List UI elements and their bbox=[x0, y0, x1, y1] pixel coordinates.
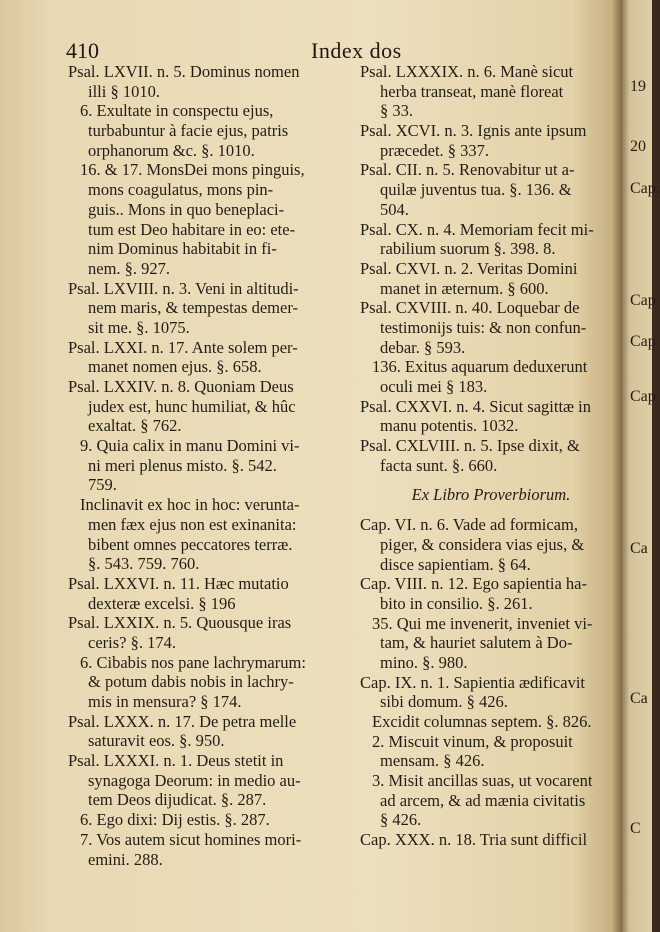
index-line: § 33. bbox=[380, 101, 413, 121]
index-line: sibi domum. § 426. bbox=[380, 692, 508, 712]
index-line: Psal. CXVI. n. 2. Veritas Domini bbox=[360, 258, 578, 278]
index-line: mino. §. 980. bbox=[380, 652, 468, 672]
facing-page-fragment: Cap. bbox=[630, 180, 660, 197]
running-title: Index dos bbox=[311, 38, 402, 63]
index-line: ni meri plenus misto. §. 542. bbox=[88, 455, 277, 475]
page-number: 410 bbox=[66, 38, 99, 63]
index-line: præcedet. § 337. bbox=[380, 140, 490, 160]
index-line: men fæx ejus non est exinanita: bbox=[88, 514, 297, 534]
index-line: Psal. CXLVIII. n. 5. Ipse dixit, & bbox=[360, 436, 580, 456]
index-line: tum est Deo habitare in eo: ete- bbox=[88, 219, 296, 239]
index-line: tem Deos dijudicat. §. 287. bbox=[88, 790, 267, 810]
index-line: tam, & hauriet salutem à Do- bbox=[380, 633, 573, 653]
index-line: Psal. CX. n. 4. Memoriam fecit mi- bbox=[360, 219, 594, 239]
facing-page-fragment: C bbox=[630, 820, 641, 837]
index-line: facta sunt. §. 660. bbox=[380, 455, 498, 475]
index-line: mis in mensura? § 174. bbox=[88, 692, 242, 711]
index-line: Psal. LXXXI. n. 1. Deus stetit in bbox=[68, 751, 284, 771]
facing-page-fragment: Cap bbox=[630, 333, 656, 350]
right-column bbox=[360, 62, 622, 850]
index-line: ceris? §. 174. bbox=[88, 632, 176, 652]
index-line: manet nomen ejus. §. 658. bbox=[88, 357, 262, 377]
index-line: & potum dabis nobis in lachry- bbox=[88, 672, 294, 692]
index-line: oculi mei § 183. bbox=[380, 377, 488, 396]
index-line: testimonijs tuis: & non confun- bbox=[380, 317, 587, 337]
facing-page-edge bbox=[622, 0, 660, 932]
index-line: 9. Quia calix in manu Domini vi- bbox=[80, 436, 300, 456]
index-line: Excidit columnas septem. §. 826. bbox=[372, 712, 592, 731]
index-line: 6. Cibabis nos pane lachrymarum: bbox=[80, 652, 306, 672]
index-line: turbabuntur à facie ejus, patris bbox=[88, 121, 289, 141]
index-line: exaltat. § 762. bbox=[88, 416, 182, 436]
index-line: debar. § 593. bbox=[380, 337, 466, 357]
index-line: saturavit eos. §. 950. bbox=[88, 731, 225, 751]
index-line: Psal. LXXXIX. n. 6. Manè sicut bbox=[360, 62, 574, 81]
facing-page-fragment: Cap bbox=[630, 292, 656, 309]
index-line: Psal. LXVII. n. 5. Dominus nomen bbox=[68, 62, 300, 81]
index-line: nem. §. 927. bbox=[88, 258, 171, 278]
index-line: Cap. XXX. n. 18. Tria sunt difficil bbox=[360, 830, 588, 850]
index-line: sit me. §. 1075. bbox=[88, 317, 190, 337]
index-line: Psal. CII. n. 5. Renovabitur ut a- bbox=[360, 160, 575, 180]
index-line: Psal. LXXX. n. 17. De petra melle bbox=[68, 711, 297, 731]
index-line: Psal. LXVIII. n. 3. Veni in altitudi- bbox=[68, 278, 299, 298]
index-line: manet in æternum. § 600. bbox=[380, 278, 549, 298]
index-line: nem maris, & tempestas demer- bbox=[88, 298, 298, 318]
index-line: 3. Misit ancillas suas, ut vocarent bbox=[372, 771, 593, 791]
index-line: guis.. Mons in quo beneplaci- bbox=[88, 199, 285, 219]
index-line: disce sapientiam. § 64. bbox=[380, 554, 531, 574]
left-column bbox=[68, 62, 350, 869]
index-line: Psal. XCVI. n. 3. Ignis ante ipsum bbox=[360, 121, 587, 141]
index-line: § 426. bbox=[380, 810, 422, 830]
facing-page-fragment: Cap bbox=[630, 388, 656, 405]
index-line: Psal. LXXI. n. 17. Ante solem per- bbox=[68, 337, 298, 357]
index-line: Psal. LXXIV. n. 8. Quoniam Deus bbox=[68, 377, 294, 396]
index-line: ad arcem, & ad mænia civitatis bbox=[380, 790, 586, 810]
index-line: quilæ juventus tua. §. 136. & bbox=[380, 180, 572, 200]
facing-page-fragment: Ca bbox=[630, 690, 648, 707]
index-line: 35. Qui me invenerit, inveniet vi- bbox=[372, 613, 593, 633]
section-heading: Ex Libro Proverbiorum. bbox=[411, 485, 571, 505]
index-line: Psal. LXXVI. n. 11. Hæc mutatio bbox=[68, 573, 289, 593]
facing-page-fragment: Ca bbox=[630, 540, 648, 557]
index-line: emini. 288. bbox=[88, 849, 163, 869]
index-line: illi § 1010. bbox=[88, 81, 160, 101]
index-line: 759. bbox=[88, 475, 117, 495]
index-line bbox=[360, 505, 622, 515]
index-line: nim Dominus habitabit in fi- bbox=[88, 239, 277, 259]
index-line: judex est, hunc humiliat, & hûc bbox=[88, 396, 296, 416]
index-line: herba transeat, manè floreat bbox=[380, 81, 564, 101]
index-line: Cap. VIII. n. 12. Ego sapientia ha- bbox=[360, 574, 587, 594]
index-line: mons coagulatus, mons pin- bbox=[88, 180, 274, 200]
index-line: dexteræ excelsi. § 196 bbox=[88, 593, 236, 613]
index-line: 6. Exultate in conspectu ejus, bbox=[80, 101, 274, 121]
index-line: 504. bbox=[380, 199, 409, 219]
index-line: Inclinavit ex hoc in hoc: veruntа- bbox=[80, 495, 300, 515]
index-line: Cap. VI. n. 6. Vade ad formicam, bbox=[360, 515, 578, 535]
facing-page-fragment: 20 bbox=[630, 138, 646, 155]
index-line: Cap. IX. n. 1. Sapientia ædificavit bbox=[360, 672, 585, 692]
facing-page-fragment: 19 bbox=[630, 78, 646, 95]
index-line bbox=[360, 475, 622, 485]
index-line: mensam. § 426. bbox=[380, 751, 485, 771]
index-line: rabilium suorum §. 398. 8. bbox=[380, 239, 556, 259]
index-line: 7. Vos autem sicut homines mori- bbox=[80, 829, 302, 849]
index-line: 16. & 17. MonsDei mons pinguis, bbox=[80, 160, 305, 180]
index-line: piger, & considera vias ejus, & bbox=[380, 534, 585, 554]
index-line: 6. Ego dixi: Dij estis. §. 287. bbox=[80, 810, 270, 830]
index-line: bibent omnes peccatores terræ. bbox=[88, 534, 293, 554]
index-line: Psal. CXVIII. n. 40. Loquebar de bbox=[360, 298, 580, 318]
index-line: synagoga Deorum: in medio au- bbox=[88, 770, 301, 790]
index-line: Psal. CXXVI. n. 4. Sicut sagittæ in bbox=[360, 396, 592, 416]
index-line: Psal. LXXIX. n. 5. Quousque iras bbox=[68, 613, 292, 633]
index-line: orphanorum &c. §. 1010. bbox=[88, 140, 255, 160]
index-line: 2. Miscuit vinum, & proposuit bbox=[372, 731, 573, 751]
index-line: §. 543. 759. 760. bbox=[88, 554, 200, 574]
index-line: 136. Exitus aquarum deduxerunt bbox=[372, 357, 588, 377]
index-line: manu potentis. 1032. bbox=[380, 416, 519, 436]
index-line: bito in consilio. §. 261. bbox=[380, 593, 533, 613]
